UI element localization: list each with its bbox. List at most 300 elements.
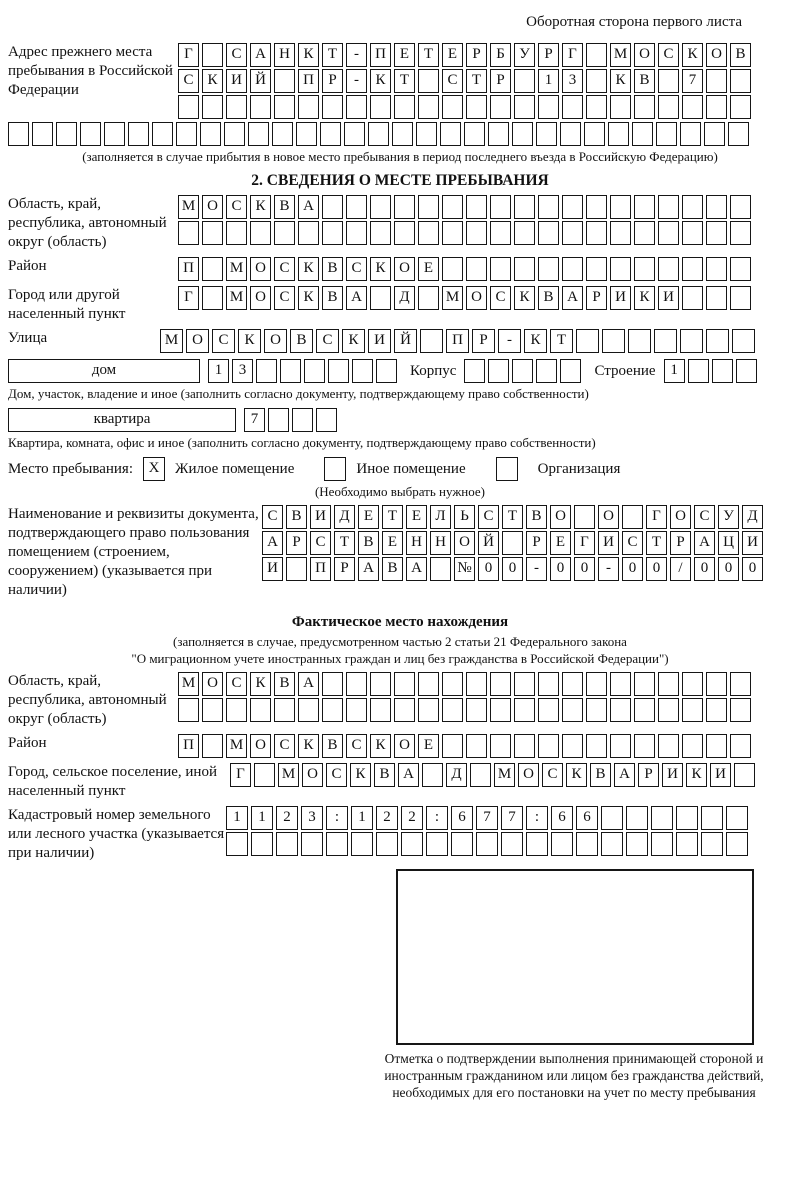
- char-cell[interactable]: С: [226, 672, 247, 696]
- char-cell[interactable]: [292, 408, 313, 432]
- char-cell[interactable]: [420, 329, 443, 353]
- char-cell[interactable]: [442, 95, 463, 119]
- char-cell[interactable]: М: [226, 286, 247, 310]
- char-cell[interactable]: [682, 286, 703, 310]
- char-cell[interactable]: 0: [742, 557, 763, 581]
- char-cell[interactable]: :: [326, 806, 348, 830]
- char-cell[interactable]: С: [326, 763, 347, 787]
- char-cell[interactable]: О: [264, 329, 287, 353]
- char-cell[interactable]: С: [490, 286, 511, 310]
- char-cell[interactable]: И: [226, 69, 247, 93]
- char-cell[interactable]: [682, 195, 703, 219]
- char-cell[interactable]: У: [514, 43, 535, 67]
- char-cell[interactable]: В: [274, 195, 295, 219]
- char-cell[interactable]: 1: [538, 69, 559, 93]
- char-cell[interactable]: [250, 698, 271, 722]
- char-cell[interactable]: [320, 122, 341, 146]
- char-cell[interactable]: Т: [322, 43, 343, 67]
- char-cell[interactable]: [251, 832, 273, 856]
- char-cell[interactable]: 0: [478, 557, 499, 581]
- char-cell[interactable]: [418, 672, 439, 696]
- char-cell[interactable]: [704, 122, 725, 146]
- char-cell[interactable]: П: [446, 329, 469, 353]
- char-cell[interactable]: [376, 359, 397, 383]
- char-cell[interactable]: О: [186, 329, 209, 353]
- char-cell[interactable]: С: [310, 531, 331, 555]
- char-cell[interactable]: [676, 806, 698, 830]
- char-cell[interactable]: [80, 122, 101, 146]
- char-cell[interactable]: [200, 122, 221, 146]
- char-cell[interactable]: [316, 408, 337, 432]
- char-cell[interactable]: 7: [244, 408, 265, 432]
- char-cell[interactable]: /: [670, 557, 691, 581]
- char-cell[interactable]: [576, 832, 598, 856]
- char-cell[interactable]: [286, 557, 307, 581]
- char-cell[interactable]: К: [514, 286, 535, 310]
- char-cell[interactable]: [586, 734, 607, 758]
- char-cell[interactable]: А: [614, 763, 635, 787]
- char-cell[interactable]: [442, 672, 463, 696]
- char-cell[interactable]: [656, 122, 677, 146]
- char-cell[interactable]: И: [658, 286, 679, 310]
- char-cell[interactable]: [490, 195, 511, 219]
- char-cell[interactable]: [538, 195, 559, 219]
- char-cell[interactable]: [202, 286, 223, 310]
- char-cell[interactable]: [466, 95, 487, 119]
- char-cell[interactable]: [298, 95, 319, 119]
- char-cell[interactable]: [274, 221, 295, 245]
- char-cell[interactable]: [682, 672, 703, 696]
- char-cell[interactable]: [728, 122, 749, 146]
- char-cell[interactable]: В: [290, 329, 313, 353]
- char-cell[interactable]: 0: [502, 557, 523, 581]
- char-cell[interactable]: [712, 359, 733, 383]
- char-cell[interactable]: С: [478, 505, 499, 529]
- char-cell[interactable]: [514, 257, 535, 281]
- char-cell[interactable]: [490, 221, 511, 245]
- char-cell[interactable]: В: [322, 734, 343, 758]
- char-cell[interactable]: [466, 257, 487, 281]
- char-cell[interactable]: 2: [401, 806, 423, 830]
- char-cell[interactable]: А: [346, 286, 367, 310]
- char-cell[interactable]: О: [598, 505, 619, 529]
- char-cell[interactable]: О: [394, 257, 415, 281]
- char-cell[interactable]: К: [634, 286, 655, 310]
- char-cell[interactable]: Р: [490, 69, 511, 93]
- char-cell[interactable]: [538, 257, 559, 281]
- char-cell[interactable]: [602, 329, 625, 353]
- char-cell[interactable]: [726, 806, 748, 830]
- char-cell[interactable]: [490, 698, 511, 722]
- char-cell[interactable]: [490, 257, 511, 281]
- char-cell[interactable]: К: [686, 763, 707, 787]
- char-cell[interactable]: [322, 698, 343, 722]
- char-cell[interactable]: [296, 122, 317, 146]
- char-cell[interactable]: Й: [478, 531, 499, 555]
- char-cell[interactable]: И: [598, 531, 619, 555]
- char-cell[interactable]: [490, 672, 511, 696]
- char-cell[interactable]: [514, 672, 535, 696]
- char-cell[interactable]: А: [398, 763, 419, 787]
- char-cell[interactable]: Р: [286, 531, 307, 555]
- char-cell[interactable]: [512, 122, 533, 146]
- char-cell[interactable]: [466, 734, 487, 758]
- char-cell[interactable]: [658, 195, 679, 219]
- char-cell[interactable]: [730, 286, 751, 310]
- char-cell[interactable]: [586, 95, 607, 119]
- char-cell[interactable]: [226, 832, 248, 856]
- char-cell[interactable]: П: [178, 734, 199, 758]
- char-cell[interactable]: Р: [526, 531, 547, 555]
- char-cell[interactable]: Е: [382, 531, 403, 555]
- char-cell[interactable]: К: [250, 672, 271, 696]
- char-cell[interactable]: [326, 832, 348, 856]
- char-cell[interactable]: В: [538, 286, 559, 310]
- char-cell[interactable]: [178, 698, 199, 722]
- char-cell[interactable]: [178, 221, 199, 245]
- char-cell[interactable]: 3: [301, 806, 323, 830]
- char-cell[interactable]: В: [286, 505, 307, 529]
- char-cell[interactable]: [304, 359, 325, 383]
- char-cell[interactable]: [706, 329, 729, 353]
- char-cell[interactable]: 0: [646, 557, 667, 581]
- char-cell[interactable]: А: [358, 557, 379, 581]
- char-cell[interactable]: [538, 672, 559, 696]
- char-cell[interactable]: [734, 763, 755, 787]
- char-cell[interactable]: [370, 672, 391, 696]
- char-cell[interactable]: Т: [382, 505, 403, 529]
- char-cell[interactable]: А: [406, 557, 427, 581]
- char-cell[interactable]: [401, 832, 423, 856]
- char-cell[interactable]: С: [542, 763, 563, 787]
- char-cell[interactable]: К: [370, 69, 391, 93]
- char-cell[interactable]: [680, 122, 701, 146]
- char-cell[interactable]: В: [374, 763, 395, 787]
- char-cell[interactable]: [8, 122, 29, 146]
- char-cell[interactable]: [634, 95, 655, 119]
- char-cell[interactable]: [658, 734, 679, 758]
- char-cell[interactable]: [586, 672, 607, 696]
- char-cell[interactable]: Р: [472, 329, 495, 353]
- char-cell[interactable]: [514, 69, 535, 93]
- char-cell[interactable]: [202, 257, 223, 281]
- char-cell[interactable]: [418, 286, 439, 310]
- char-cell[interactable]: К: [566, 763, 587, 787]
- char-cell[interactable]: 0: [574, 557, 595, 581]
- char-cell[interactable]: Д: [394, 286, 415, 310]
- char-cell[interactable]: [730, 698, 751, 722]
- char-cell[interactable]: [706, 734, 727, 758]
- char-cell[interactable]: -: [526, 557, 547, 581]
- char-cell[interactable]: Е: [442, 43, 463, 67]
- char-cell[interactable]: [688, 359, 709, 383]
- char-cell[interactable]: [442, 734, 463, 758]
- char-cell[interactable]: [418, 221, 439, 245]
- char-cell[interactable]: [394, 195, 415, 219]
- char-cell[interactable]: И: [310, 505, 331, 529]
- char-cell[interactable]: [658, 698, 679, 722]
- char-cell[interactable]: [538, 734, 559, 758]
- char-cell[interactable]: [298, 221, 319, 245]
- char-cell[interactable]: [576, 329, 599, 353]
- char-cell[interactable]: 0: [550, 557, 571, 581]
- char-cell[interactable]: [601, 806, 623, 830]
- char-cell[interactable]: С: [212, 329, 235, 353]
- char-cell[interactable]: О: [518, 763, 539, 787]
- char-cell[interactable]: С: [178, 69, 199, 93]
- char-cell[interactable]: [226, 698, 247, 722]
- char-cell[interactable]: [514, 95, 535, 119]
- char-cell[interactable]: М: [226, 257, 247, 281]
- char-cell[interactable]: [562, 195, 583, 219]
- char-cell[interactable]: [394, 95, 415, 119]
- char-cell[interactable]: С: [274, 286, 295, 310]
- char-cell[interactable]: К: [342, 329, 365, 353]
- char-cell[interactable]: [274, 698, 295, 722]
- char-cell[interactable]: С: [274, 257, 295, 281]
- char-cell[interactable]: [256, 359, 277, 383]
- char-cell[interactable]: Ь: [454, 505, 475, 529]
- char-cell[interactable]: 1: [351, 806, 373, 830]
- char-cell[interactable]: К: [298, 286, 319, 310]
- char-cell[interactable]: Д: [446, 763, 467, 787]
- char-cell[interactable]: И: [710, 763, 731, 787]
- char-cell[interactable]: [586, 43, 607, 67]
- char-cell[interactable]: К: [610, 69, 631, 93]
- char-cell[interactable]: Т: [394, 69, 415, 93]
- char-cell[interactable]: В: [322, 286, 343, 310]
- char-cell[interactable]: [634, 221, 655, 245]
- char-cell[interactable]: [466, 672, 487, 696]
- char-cell[interactable]: У: [718, 505, 739, 529]
- char-cell[interactable]: [586, 69, 607, 93]
- char-cell[interactable]: С: [694, 505, 715, 529]
- char-cell[interactable]: Г: [178, 286, 199, 310]
- char-cell[interactable]: С: [316, 329, 339, 353]
- char-cell[interactable]: 7: [501, 806, 523, 830]
- char-cell[interactable]: [268, 408, 289, 432]
- char-cell[interactable]: Б: [490, 43, 511, 67]
- char-cell[interactable]: Г: [646, 505, 667, 529]
- char-cell[interactable]: [634, 672, 655, 696]
- char-cell[interactable]: [608, 122, 629, 146]
- char-cell[interactable]: [226, 221, 247, 245]
- char-cell[interactable]: [730, 672, 751, 696]
- char-cell[interactable]: О: [250, 734, 271, 758]
- char-cell[interactable]: К: [370, 257, 391, 281]
- char-cell[interactable]: [610, 734, 631, 758]
- char-cell[interactable]: А: [694, 531, 715, 555]
- char-cell[interactable]: В: [274, 672, 295, 696]
- char-cell[interactable]: [562, 95, 583, 119]
- char-cell[interactable]: [422, 763, 443, 787]
- char-cell[interactable]: Р: [322, 69, 343, 93]
- char-cell[interactable]: [376, 832, 398, 856]
- char-cell[interactable]: [442, 257, 463, 281]
- char-cell[interactable]: А: [298, 195, 319, 219]
- char-cell[interactable]: [732, 329, 755, 353]
- char-cell[interactable]: [512, 359, 533, 383]
- char-cell[interactable]: [682, 257, 703, 281]
- char-cell[interactable]: [706, 69, 727, 93]
- char-cell[interactable]: [250, 221, 271, 245]
- char-cell[interactable]: О: [394, 734, 415, 758]
- char-cell[interactable]: [658, 221, 679, 245]
- char-cell[interactable]: Й: [394, 329, 417, 353]
- char-cell[interactable]: [346, 221, 367, 245]
- char-cell[interactable]: [352, 359, 373, 383]
- char-cell[interactable]: Е: [358, 505, 379, 529]
- char-cell[interactable]: [560, 359, 581, 383]
- char-cell[interactable]: В: [382, 557, 403, 581]
- char-cell[interactable]: Е: [550, 531, 571, 555]
- char-cell[interactable]: И: [368, 329, 391, 353]
- char-cell[interactable]: [706, 698, 727, 722]
- char-cell[interactable]: [676, 832, 698, 856]
- char-cell[interactable]: [682, 221, 703, 245]
- char-cell[interactable]: О: [550, 505, 571, 529]
- char-cell[interactable]: [736, 359, 757, 383]
- char-cell[interactable]: [682, 698, 703, 722]
- char-cell[interactable]: [626, 832, 648, 856]
- char-cell[interactable]: [346, 195, 367, 219]
- char-cell[interactable]: [426, 832, 448, 856]
- char-cell[interactable]: [586, 257, 607, 281]
- char-cell[interactable]: -: [498, 329, 521, 353]
- char-cell[interactable]: [346, 698, 367, 722]
- char-cell[interactable]: [442, 195, 463, 219]
- char-cell[interactable]: К: [524, 329, 547, 353]
- char-cell[interactable]: К: [370, 734, 391, 758]
- char-cell[interactable]: С: [274, 734, 295, 758]
- char-cell[interactable]: [276, 832, 298, 856]
- char-cell[interactable]: [274, 69, 295, 93]
- char-cell[interactable]: А: [298, 672, 319, 696]
- char-cell[interactable]: Т: [502, 505, 523, 529]
- char-cell[interactable]: [562, 672, 583, 696]
- char-cell[interactable]: 2: [376, 806, 398, 830]
- char-cell[interactable]: [176, 122, 197, 146]
- char-cell[interactable]: Т: [550, 329, 573, 353]
- char-cell[interactable]: О: [634, 43, 655, 67]
- char-cell[interactable]: Ц: [718, 531, 739, 555]
- char-cell[interactable]: [464, 122, 485, 146]
- char-cell[interactable]: С: [226, 195, 247, 219]
- char-cell[interactable]: М: [494, 763, 515, 787]
- char-cell[interactable]: В: [358, 531, 379, 555]
- char-cell[interactable]: О: [250, 286, 271, 310]
- char-cell[interactable]: [476, 832, 498, 856]
- char-cell[interactable]: [128, 122, 149, 146]
- char-cell[interactable]: П: [310, 557, 331, 581]
- char-cell[interactable]: И: [610, 286, 631, 310]
- char-cell[interactable]: [586, 195, 607, 219]
- char-cell[interactable]: [526, 832, 548, 856]
- char-cell[interactable]: 7: [682, 69, 703, 93]
- char-cell[interactable]: С: [346, 734, 367, 758]
- char-cell[interactable]: К: [682, 43, 703, 67]
- char-cell[interactable]: [346, 672, 367, 696]
- char-cell[interactable]: [730, 95, 751, 119]
- char-cell[interactable]: [202, 698, 223, 722]
- char-cell[interactable]: [418, 195, 439, 219]
- char-cell[interactable]: [680, 329, 703, 353]
- char-cell[interactable]: К: [298, 257, 319, 281]
- char-cell[interactable]: [562, 698, 583, 722]
- char-cell[interactable]: [706, 195, 727, 219]
- char-cell[interactable]: [274, 95, 295, 119]
- char-cell[interactable]: И: [662, 763, 683, 787]
- char-cell[interactable]: Р: [538, 43, 559, 67]
- char-cell[interactable]: [551, 832, 573, 856]
- char-cell[interactable]: [272, 122, 293, 146]
- char-cell[interactable]: Г: [178, 43, 199, 67]
- char-cell[interactable]: [202, 734, 223, 758]
- char-cell[interactable]: М: [442, 286, 463, 310]
- char-cell[interactable]: [32, 122, 53, 146]
- char-cell[interactable]: Р: [466, 43, 487, 67]
- char-cell[interactable]: [538, 698, 559, 722]
- char-cell[interactable]: [634, 698, 655, 722]
- char-cell[interactable]: 7: [476, 806, 498, 830]
- char-cell[interactable]: [442, 698, 463, 722]
- char-cell[interactable]: С: [262, 505, 283, 529]
- char-cell[interactable]: [730, 195, 751, 219]
- char-cell[interactable]: -: [598, 557, 619, 581]
- char-cell[interactable]: [586, 221, 607, 245]
- char-cell[interactable]: И: [742, 531, 763, 555]
- char-cell[interactable]: 1: [251, 806, 273, 830]
- char-cell[interactable]: К: [238, 329, 261, 353]
- char-cell[interactable]: [610, 195, 631, 219]
- char-cell[interactable]: [610, 257, 631, 281]
- char-cell[interactable]: 3: [562, 69, 583, 93]
- char-cell[interactable]: :: [426, 806, 448, 830]
- char-cell[interactable]: [514, 221, 535, 245]
- char-cell[interactable]: -: [346, 43, 367, 67]
- char-cell[interactable]: [202, 43, 223, 67]
- char-cell[interactable]: [56, 122, 77, 146]
- char-cell[interactable]: [344, 122, 365, 146]
- char-cell[interactable]: [562, 734, 583, 758]
- char-cell[interactable]: 2: [276, 806, 298, 830]
- char-cell[interactable]: В: [730, 43, 751, 67]
- char-cell[interactable]: [726, 832, 748, 856]
- char-cell[interactable]: 6: [551, 806, 573, 830]
- char-cell[interactable]: [224, 122, 245, 146]
- char-cell[interactable]: [586, 698, 607, 722]
- char-cell[interactable]: А: [262, 531, 283, 555]
- char-cell[interactable]: [502, 531, 523, 555]
- char-cell[interactable]: В: [322, 257, 343, 281]
- char-cell[interactable]: [351, 832, 373, 856]
- char-cell[interactable]: [322, 672, 343, 696]
- char-cell[interactable]: [442, 221, 463, 245]
- char-cell[interactable]: 1: [208, 359, 229, 383]
- char-cell[interactable]: О: [202, 195, 223, 219]
- char-cell[interactable]: [466, 221, 487, 245]
- char-cell[interactable]: М: [178, 195, 199, 219]
- char-cell[interactable]: [440, 122, 461, 146]
- char-cell[interactable]: В: [590, 763, 611, 787]
- char-cell[interactable]: [706, 95, 727, 119]
- char-cell[interactable]: [368, 122, 389, 146]
- char-cell[interactable]: [370, 195, 391, 219]
- char-cell[interactable]: О: [670, 505, 691, 529]
- char-cell[interactable]: [514, 698, 535, 722]
- char-cell[interactable]: [730, 69, 751, 93]
- char-cell[interactable]: [701, 832, 723, 856]
